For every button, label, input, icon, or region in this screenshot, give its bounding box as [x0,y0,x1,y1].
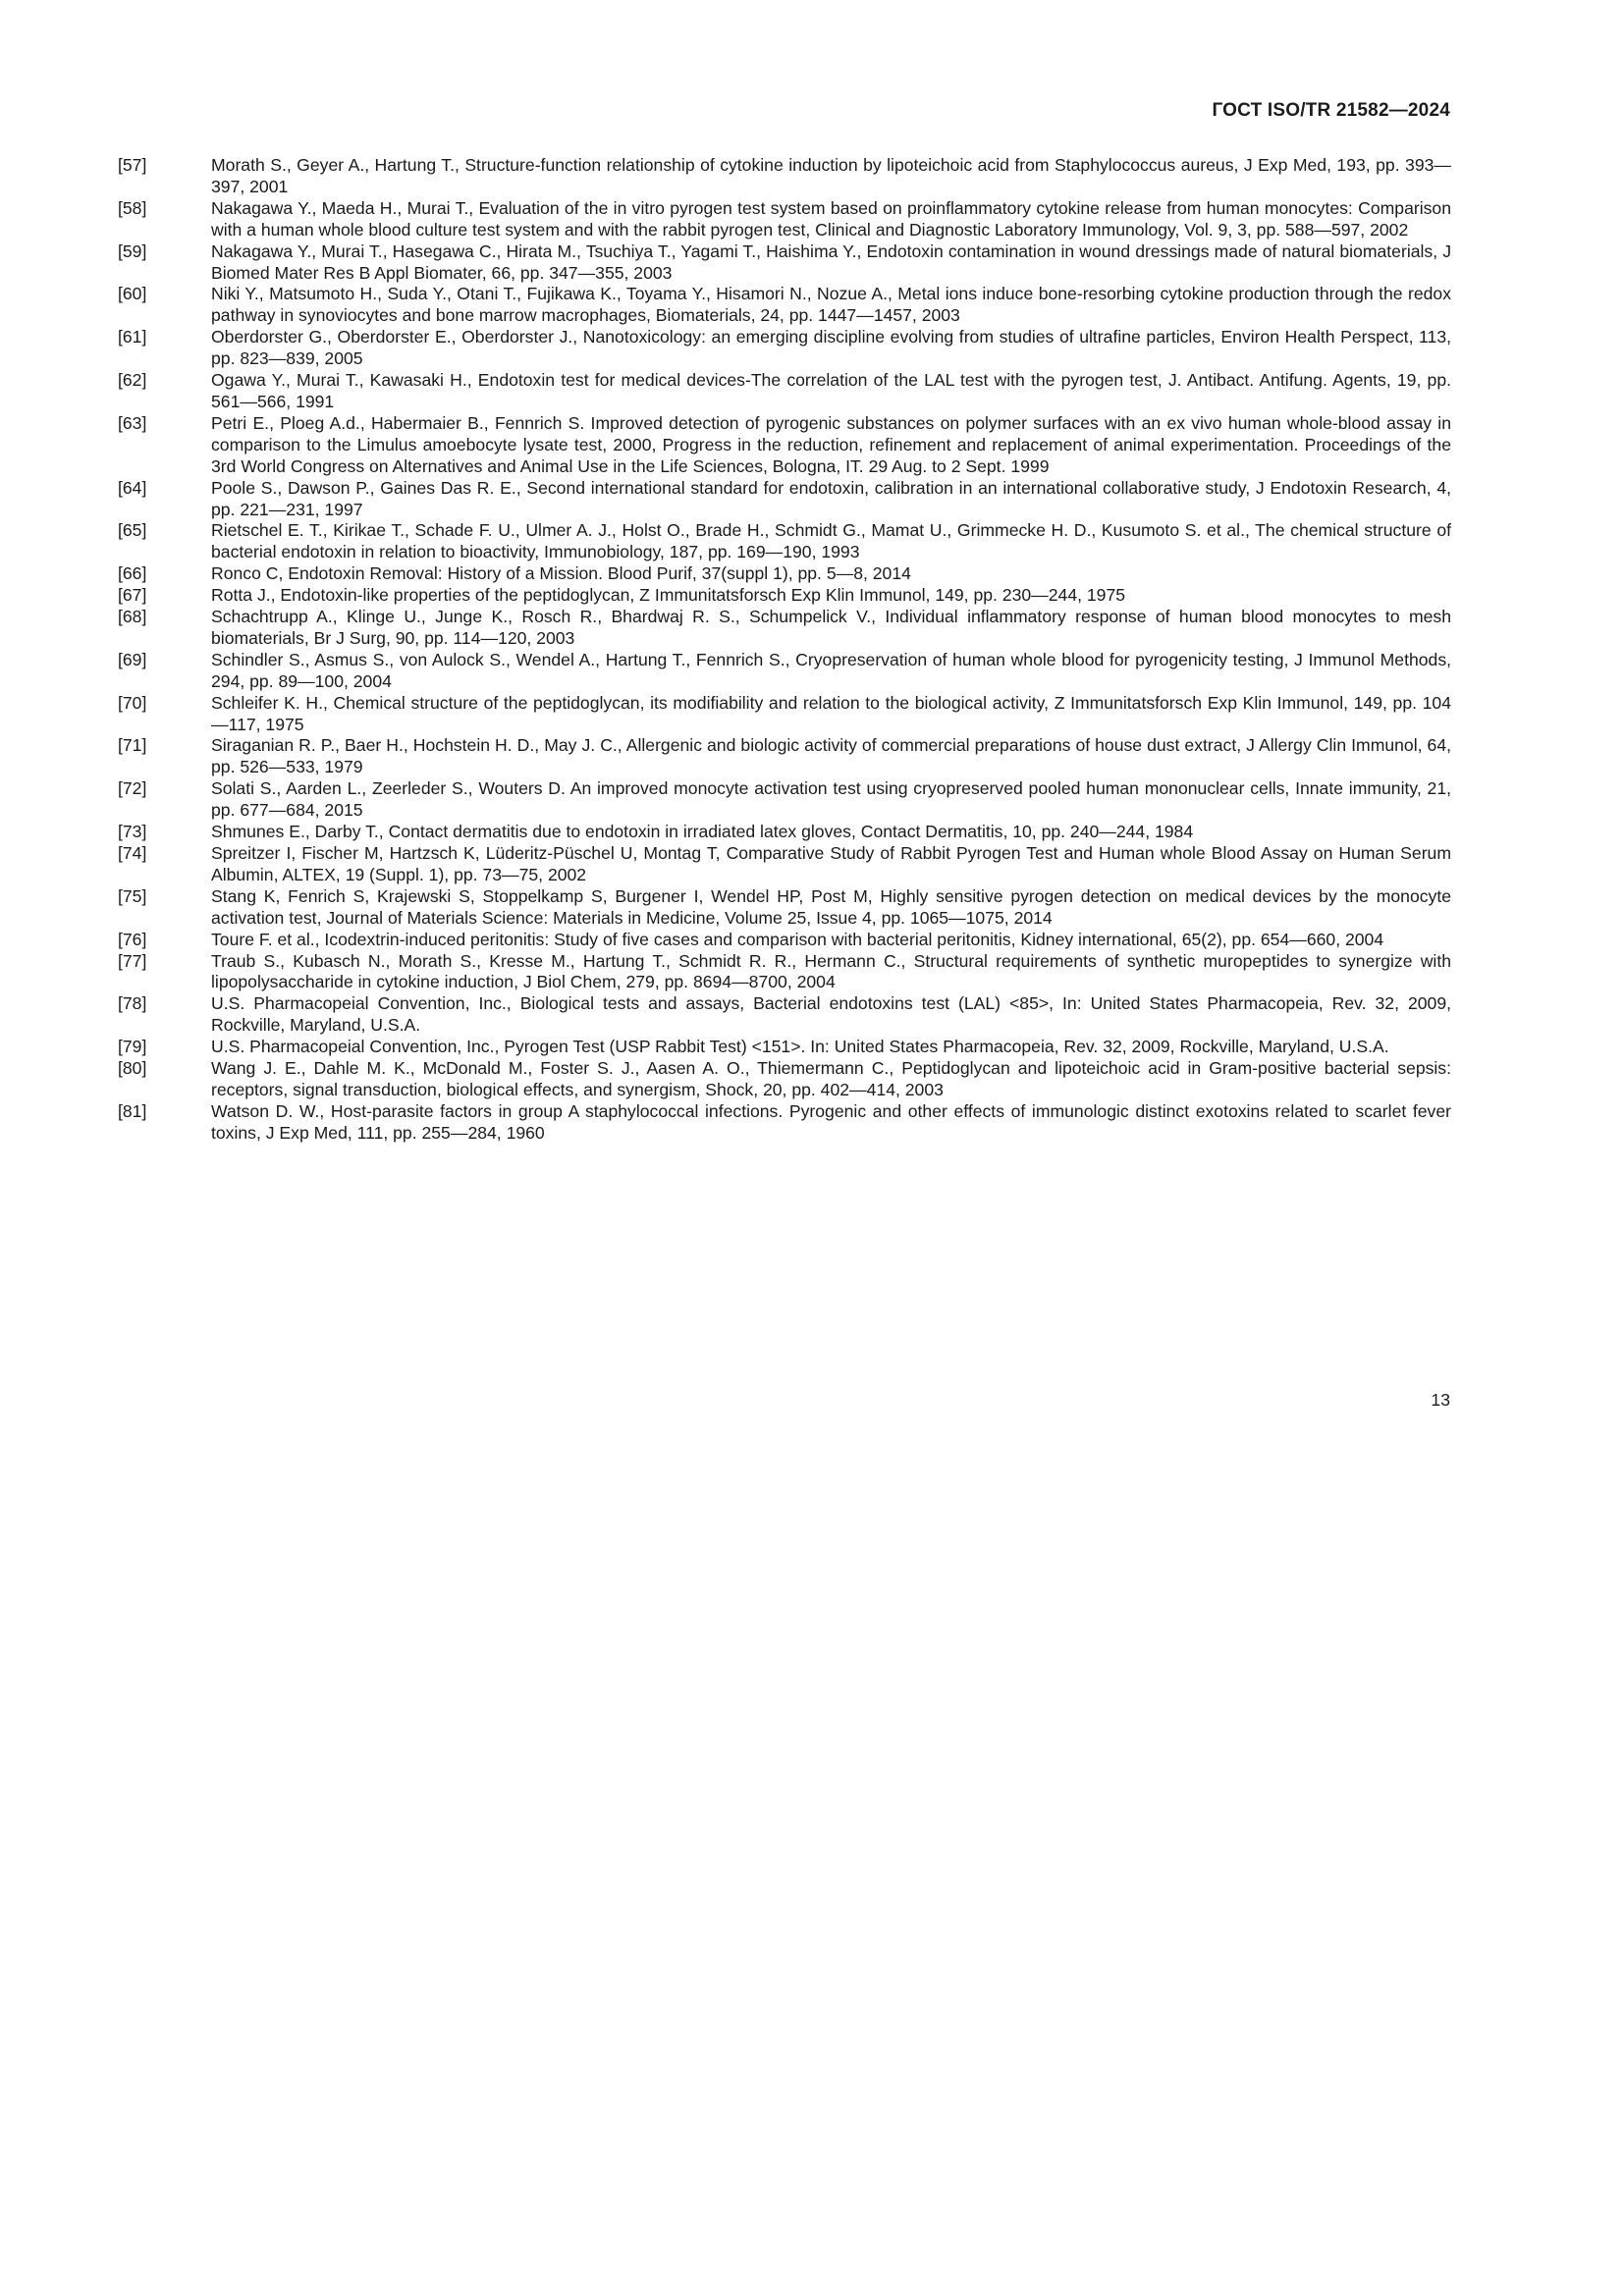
reference-text: Siraganian R. P., Baer H., Hochstein H. D., May J. C., Allergenic and biologic activity of commercial preparations of house dust extract, J Allergy Clin Immunol, 64, pp. 526—533, 1979 [211,735,1451,777]
reference-text: Toure F. et al., Icodextrin-induced peritonitis: Study of five cases and comparison with bacterial peritonitis, Kidney international, 65(2), pp. 654—660, 2004 [211,929,1384,949]
document-header-title: ГОСТ ISO/TR 21582—2024 [1212,100,1450,121]
reference-item [118,1101,1451,1145]
page-number: 13 [1431,1390,1450,1410]
reference-text: Ogawa Y., Murai T., Kawasaki H., Endotoxin test for medical devices-The correlation of the LAL test with the pyrogen test, J. Antibact. Antifung. Agents, 19, pp. 561—566, 1991 [211,370,1451,411]
reference-item [118,843,1451,886]
reference-text: Ronco C, Endotoxin Removal: History of a Mission. Blood Purif, 37(suppl 1), pp. 5—8, 2014 [211,563,911,584]
reference-item [118,778,1451,822]
reference-item [118,155,1451,198]
reference-text: Stang K, Fenrich S, Krajewski S, Stoppelkamp S, Burgener I, Wendel HP, Post M, Highly sensitive pyrogen detection on medical devices by the monocyte activation test, Journal of Materials Science: Materials in Medicine, Volume 25, Issue 4, pp. 1065—1075, 2014 [211,885,1451,928]
reference-text: Schindler S., Asmus S., von Aulock S., Wendel A., Hartung T., Fennrich S., Cryopreservation of human whole blood for pyrogenicity testing, J Immunol Methods, 294, pp. 89—100, 2004 [211,649,1451,691]
reference-number: [67] [118,585,147,606]
reference-number: [60] [118,284,147,304]
reference-number: [69] [118,649,147,669]
reference-number: [73] [118,822,147,842]
reference-text: Solati S., Aarden L., Zeerleder S., Wouters D. An improved monocyte activation test using cryopreserved pooled human mononuclear cells, Innate immunity, 21, pp. 677—684, 2015 [211,778,1451,821]
reference-number: [79] [118,1037,147,1057]
reference-number: [74] [118,843,147,863]
reference-item [118,284,1451,327]
reference-item [118,413,1451,478]
reference-text: Shmunes E., Darby T., Contact dermatitis due to endotoxin in irradiated latex gloves, Contact Dermatitis, 10, pp. 240—244, 1984 [211,822,1194,842]
reference-number: [70] [118,692,147,713]
reference-number: [71] [118,735,147,756]
reference-item [118,822,1451,843]
reference-number: [72] [118,778,147,799]
reference-text: Watson D. W., Host-parasite factors in group A staphylococcal infections. Pyrogenic and other effects of immunologic distinct exotoxins related to scarlet fever toxins, J Exp Med, 111, pp. 255—284, 1960 [211,1100,1451,1143]
reference-item [118,650,1451,693]
reference-text: Niki Y., Matsumoto H., Suda Y., Otani T., Fujikawa K., Toyama Y., Hisamori N., Nozue A., Metal ions induce bone-resorbing cytokine production through the redox pathway in synoviocytes and bone marrow macrophages, Biomaterials, 24, pp. 1447—1457, 2003 [211,284,1451,326]
reference-text: Spreitzer I, Fischer M, Hartzsch K, Lüderitz-Püschel U, Montag T, Comparative Study of Rabbit Pyrogen Test and Human whole Blood Assay on Human Serum Albumin, ALTEX, 19 (Suppl. 1), pp. 73—75, 2002 [211,843,1451,884]
reference-number: [80] [118,1058,147,1079]
reference-text: Traub S., Kubasch N., Morath S., Kresse M., Hartung T., Schmidt R. R., Hermann C., Structural requirements of synthetic muropeptides to synergize with lipopolysaccharide in cytokine induction, J Biol Chem, 279, pp. 8694—8700, 2004 [211,950,1451,992]
reference-number: [76] [118,929,147,949]
reference-text: Nakagawa Y., Maeda H., Murai T., Evaluation of the in vitro pyrogen test system based on proinflammatory cytokine release from human monocytes: Comparison with a human whole blood culture test system and with the rabbit pyrogen test, Clinical and Diagnostic Laboratory Immunology, Vol. 9, 3, pp. 588—597, 2002 [211,197,1451,240]
reference-number: [68] [118,607,147,627]
reference-number: [65] [118,520,147,541]
reference-item [118,198,1451,241]
reference-text: U.S. Pharmacopeial Convention, Inc., Pyrogen Test (USP Rabbit Test) <151>. In: United States Pharmacopeia, Rev. 32, 2009, Rockville, Maryland, U.S.A. [211,1037,1389,1057]
reference-number: [63] [118,412,147,433]
reference-item [118,607,1451,650]
reference-number: [75] [118,885,147,906]
reference-item [118,693,1451,736]
reference-text: Rotta J., Endotoxin-like properties of the peptidoglycan, Z Immunitatsforsch Exp Klin Immunol, 149, pp. 230—244, 1975 [211,585,1126,606]
reference-number: [58] [118,197,147,218]
reference-number: [77] [118,950,147,971]
references-list [118,155,1451,1145]
reference-number: [64] [118,477,147,498]
reference-number: [78] [118,993,147,1014]
reference-item [118,241,1451,285]
reference-text: U.S. Pharmacopeial Convention, Inc., Biological tests and assays, Bacterial endotoxins test (LAL) <85>, In: United States Pharmacopeia, Rev. 32, 2009, Rockville, Maryland, U.S.A. [211,993,1451,1036]
reference-text: Oberdorster G., Oberdorster E., Oberdorster J., Nanotoxicology: an emerging discipline evolving from studies of ultrafine particles, Environ Health Perspect, 113, pp. 823—839, 2005 [211,327,1451,369]
reference-text: Wang J. E., Dahle M. K., McDonald M., Foster S. J., Aasen A. O., Thiemermann C., Peptidoglycan and lipoteichoic acid in Gram-positive bacterial sepsis: receptors, signal transduction, biological effects, and synergism, Shock, 20, pp. 402—414, 2003 [211,1058,1451,1099]
reference-item [118,1037,1451,1058]
reference-item [118,886,1451,930]
reference-item [118,585,1451,607]
reference-number: [62] [118,370,147,391]
reference-item [118,478,1451,521]
reference-item [118,930,1451,951]
reference-item [118,563,1451,585]
reference-text: Nakagawa Y., Murai T., Hasegawa C., Hirata M., Tsuchiya T., Yagami T., Haishima Y., Endotoxin contamination in wound dressings made of natural biomaterials, J Biomed Mater Res B Appl Biomater, 66, pp. 347—355, 2003 [211,240,1451,283]
reference-number: [57] [118,155,147,175]
reference-number: [66] [118,563,147,584]
reference-text: Schleifer K. H., Chemical structure of the peptidoglycan, its modifiability and relation to the biological activity, Z Immunitatsforsch Exp Klin Immunol, 149, pp. 104—117, 1975 [211,692,1451,734]
reference-number: [59] [118,240,147,261]
reference-item [118,735,1451,778]
reference-item [118,951,1451,994]
reference-text: Rietschel E. T., Kirikae T., Schade F. U., Ulmer A. J., Holst O., Brade H., Schmidt G., Mamat U., Grimmecke H. D., Kusumoto S. et al., The chemical structure of bacterial endotoxin in relation to bioactivity, Immunobiology, 187, pp. 169—190, 1993 [211,520,1451,562]
reference-number: [81] [118,1100,147,1121]
reference-text: Morath S., Geyer A., Hartung T., Structure-function relationship of cytokine induction by lipoteichoic acid from Staphylococcus aureus, J Exp Med, 193, pp. 393—397, 2001 [211,155,1451,196]
reference-item [118,1058,1451,1101]
reference-text: Poole S., Dawson P., Gaines Das R. E., Second international standard for endotoxin, calibration in an international collaborative study, J Endotoxin Research, 4, pp. 221—231, 1997 [211,477,1451,519]
reference-text: Schachtrupp A., Klinge U., Junge K., Rosch R., Bhardwaj R. S., Schumpelick V., Individual inflammatory response of human blood monocytes to mesh biomaterials, Br J Surg, 90, pp. 114—120, 2003 [211,607,1451,648]
reference-item [118,327,1451,370]
reference-number: [61] [118,327,147,347]
reference-text: Petri E., Ploeg A.d., Habermaier B., Fennrich S. Improved detection of pyrogenic substances on polymer surfaces with an ex vivo human whole-blood assay in comparison to the Limulus amoebocyte lysate test, 2000, Progress in the reduction, refinement and replacement of animal experimentation. Proceedings of the 3rd World Congress on Alternatives and Animal Use in the Life Sciences, Bologna, IT. 29 Aug. to 2 Sept. 1999 [211,412,1451,476]
reference-item [118,520,1451,563]
reference-item [118,993,1451,1037]
reference-item [118,370,1451,413]
